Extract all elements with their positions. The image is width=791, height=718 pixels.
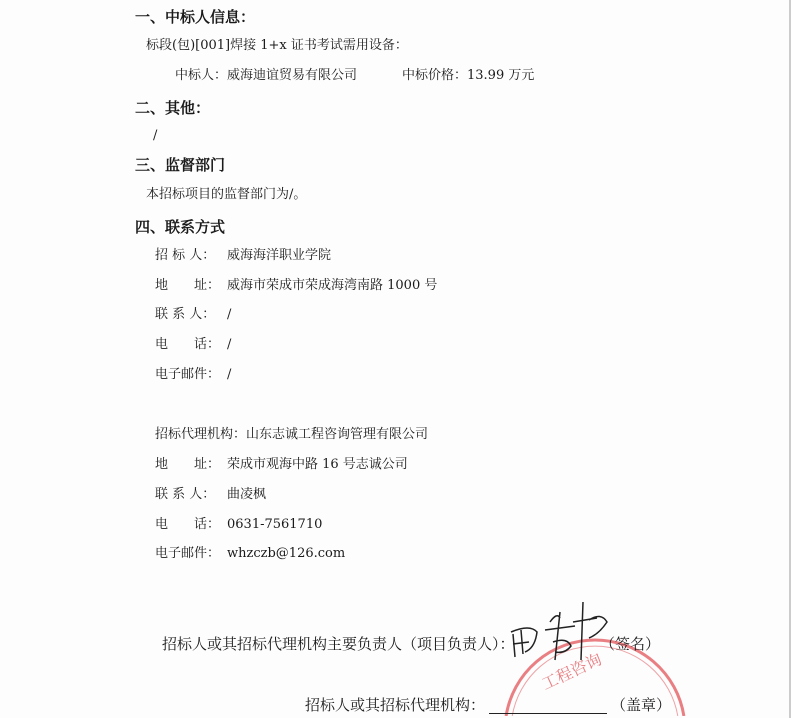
field-value: 威海海洋职业学院 bbox=[227, 248, 332, 263]
principal-label: 招标人或其招标代理机构主要负责人（项目负责人）： bbox=[162, 635, 515, 653]
field-value: / bbox=[227, 337, 232, 352]
agency-row bbox=[155, 427, 428, 443]
field-label: 电子邮件： bbox=[155, 367, 221, 382]
field-value: / bbox=[227, 367, 232, 382]
org-label: 招标人或其招标代理机构： bbox=[305, 696, 486, 714]
agency-name: 山东志诚工程咨询管理有限公司 bbox=[246, 427, 429, 442]
heading-winner-info: 一、中标人信息： bbox=[135, 8, 256, 26]
field-label: 电子邮件： bbox=[155, 546, 221, 561]
org-seal-row bbox=[305, 696, 671, 714]
agency-label: 招标代理机构： bbox=[155, 427, 247, 442]
tenderer-row bbox=[155, 278, 437, 294]
tenderer-row bbox=[155, 337, 231, 353]
agency-row bbox=[155, 517, 322, 533]
field-label: 联 系 人： bbox=[155, 487, 216, 502]
tenderer-row bbox=[155, 367, 231, 383]
field-value: 曲凌枫 bbox=[227, 487, 267, 502]
heading-supervision: 三、监督部门 bbox=[135, 156, 226, 174]
seal-note: （盖章） bbox=[611, 696, 672, 714]
tenderer-row bbox=[155, 307, 231, 323]
winner-price: 中标价格：13.99 万元 bbox=[402, 68, 535, 83]
field-value: / bbox=[227, 307, 232, 322]
field-value: whzczb@126.com bbox=[227, 546, 346, 561]
agency-row bbox=[155, 487, 266, 503]
seal-blank-line bbox=[489, 699, 607, 714]
field-label: 电 话： bbox=[155, 337, 221, 352]
field-value: 荣成市观海中路 16 号志诚公司 bbox=[227, 457, 408, 472]
tenderer-row bbox=[155, 248, 331, 264]
field-label: 招 标 人： bbox=[155, 248, 216, 263]
heading-other: 二、其他： bbox=[135, 99, 211, 117]
winner-name: 中标人：威海迪谊贸易有限公司 bbox=[175, 68, 358, 83]
field-label: 联 系 人： bbox=[155, 307, 216, 322]
lot-line: 标段(包)[001]焊接 1+x 证书考试需用设备： bbox=[146, 38, 408, 53]
field-value: 0631-7561710 bbox=[227, 517, 323, 532]
heading-contact: 四、联系方式 bbox=[135, 218, 226, 236]
agency-row bbox=[155, 546, 345, 562]
stamp-text: 工程咨询 bbox=[538, 649, 605, 694]
field-label: 电 话： bbox=[155, 517, 221, 532]
supervision-text: 本招标项目的监督部门为/。 bbox=[146, 187, 307, 202]
other-text: / bbox=[153, 128, 158, 143]
agency-row bbox=[155, 457, 408, 473]
field-value: 威海市荣成市荣成海湾南路 1000 号 bbox=[227, 278, 438, 293]
sign-note: （签名） bbox=[600, 635, 661, 653]
field-label: 地 址： bbox=[155, 278, 221, 293]
handwritten-signature bbox=[505, 582, 615, 662]
field-label: 地 址： bbox=[155, 457, 221, 472]
